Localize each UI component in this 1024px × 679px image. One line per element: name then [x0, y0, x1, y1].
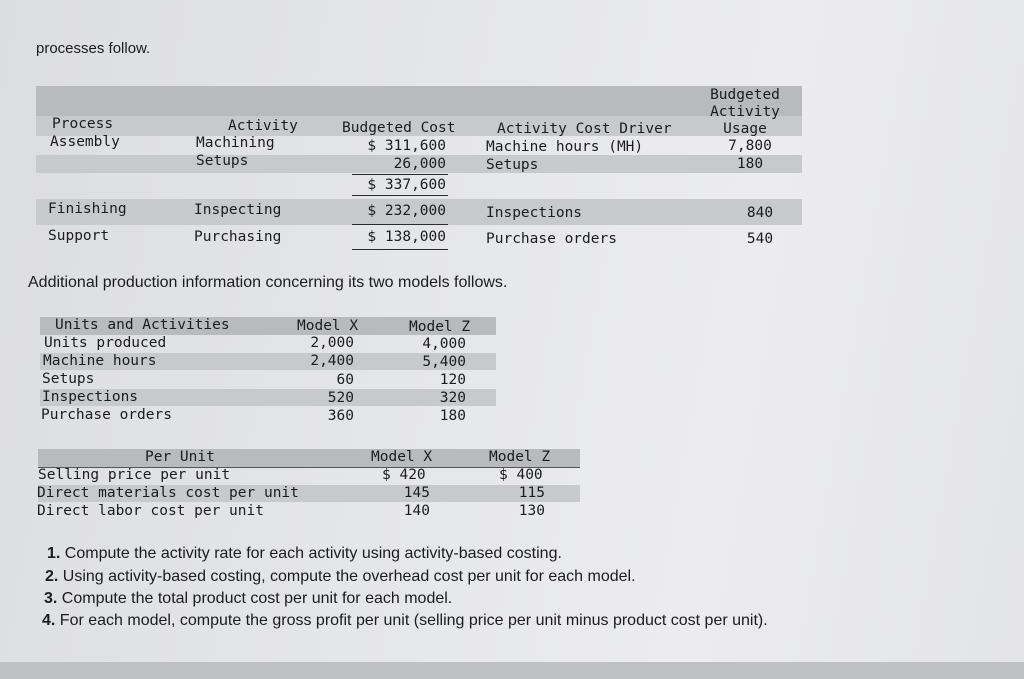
- usage-inspecting: 840: [746, 205, 774, 221]
- t2-z-units: 4,000: [422, 336, 466, 352]
- question-1-number: 1.: [47, 545, 61, 562]
- t2-x-units: 2,000: [310, 335, 354, 351]
- inspecting-rule: [352, 224, 448, 225]
- header-cost-driver: Activity Cost Driver: [497, 121, 672, 137]
- activity-machining: Machining: [196, 135, 275, 151]
- t2-label-purchase-orders: Purchase orders: [41, 407, 172, 423]
- header-usage-line2: Activity: [710, 104, 780, 120]
- t3-z-selling-price: $ 400: [499, 467, 543, 483]
- t3-label-direct-materials: Direct materials cost per unit: [37, 485, 299, 501]
- driver-inspecting: Inspections: [486, 205, 583, 221]
- question-3: [44, 590, 452, 608]
- t2-label-units: Units produced: [44, 335, 167, 351]
- table2-header-label: Units and Activities: [55, 317, 230, 333]
- question-1: [47, 545, 562, 563]
- cost-assembly-total: $ 337,600: [367, 177, 446, 193]
- process-support: Support: [48, 228, 110, 244]
- question-4-number: 4.: [42, 612, 56, 629]
- t3-z-direct-labor: 130: [518, 503, 545, 519]
- process-finishing: Finishing: [48, 201, 127, 217]
- t2-z-machine-hours: 5,400: [422, 354, 466, 370]
- table2-header-model-x: Model X: [297, 318, 359, 334]
- t2-x-machine-hours: 2,400: [310, 353, 354, 369]
- usage-machining: 7,800: [728, 138, 772, 154]
- activity-inspecting: Inspecting: [194, 202, 282, 218]
- t3-label-selling-price: Selling price per unit: [38, 467, 231, 483]
- table3-header-model-x: Model X: [371, 449, 433, 465]
- table1-header-band: [36, 86, 802, 116]
- bottom-edge: [0, 662, 1024, 679]
- t2-label-setups: Setups: [42, 371, 95, 387]
- question-2-number: 2.: [45, 568, 59, 585]
- subtotal-rule: [352, 174, 448, 175]
- intro-text: processes follow.: [36, 40, 151, 57]
- table3-header-label: Per Unit: [145, 449, 215, 465]
- t2-z-purchase-orders: 180: [439, 408, 466, 424]
- t2-label-inspections: Inspections: [42, 389, 139, 405]
- activity-purchasing: Purchasing: [194, 229, 282, 245]
- t3-label-direct-labor: Direct labor cost per unit: [37, 503, 264, 519]
- t2-z-inspections: 320: [439, 390, 466, 406]
- question-2: [45, 568, 636, 586]
- question-1-text: Compute the activity rate for each activity using activity-based costing.: [64, 545, 562, 562]
- driver-machining: Machine hours (MH): [486, 139, 644, 155]
- cost-machining: $ 311,600: [367, 138, 446, 154]
- activity-setups: Setups: [196, 153, 249, 169]
- t2-label-machine-hours: Machine hours: [43, 353, 157, 369]
- cost-setups: 26,000: [393, 156, 446, 172]
- t2-z-setups: 120: [439, 372, 466, 388]
- purchasing-rule: [352, 249, 448, 250]
- header-budgeted-cost: Budgeted Cost: [342, 120, 456, 136]
- t3-x-direct-materials: 145: [403, 485, 430, 501]
- question-4: [42, 612, 768, 630]
- t2-x-inspections: 520: [327, 390, 354, 406]
- t2-x-purchase-orders: 360: [327, 408, 354, 424]
- header-usage-line3: Usage: [723, 121, 767, 137]
- cost-inspecting: $ 232,000: [367, 203, 446, 219]
- question-3-number: 3.: [44, 590, 58, 607]
- table3-header-model-z: Model Z: [489, 449, 551, 465]
- t3-x-selling-price: $ 420: [382, 467, 426, 483]
- t2-x-setups: 60: [336, 372, 354, 388]
- table2-header-model-z: Model Z: [409, 319, 471, 335]
- driver-setups: Setups: [486, 157, 539, 173]
- header-usage-line1: Budgeted: [710, 87, 780, 103]
- driver-purchasing: Purchase orders: [486, 231, 617, 247]
- total-rule: [352, 195, 448, 196]
- usage-purchasing: 540: [746, 231, 774, 247]
- t3-z-direct-materials: 115: [518, 485, 545, 501]
- question-4-text: For each model, compute the gross profit per unit (selling price per unit minus product cost per unit).: [59, 612, 768, 629]
- process-assembly: Assembly: [50, 134, 120, 150]
- question-3-text: Compute the total product cost per unit for each model.: [61, 590, 453, 607]
- t3-x-direct-labor: 140: [403, 503, 430, 519]
- usage-setups: 180: [736, 156, 764, 172]
- additional-info-text: Additional production information concerning its two models follows.: [28, 274, 508, 291]
- header-activity: Activity: [228, 118, 298, 134]
- header-process: Process: [52, 116, 114, 132]
- question-2-text: Using activity-based costing, compute the overhead cost per unit for each model.: [62, 568, 636, 585]
- cost-purchasing: $ 138,000: [367, 229, 446, 245]
